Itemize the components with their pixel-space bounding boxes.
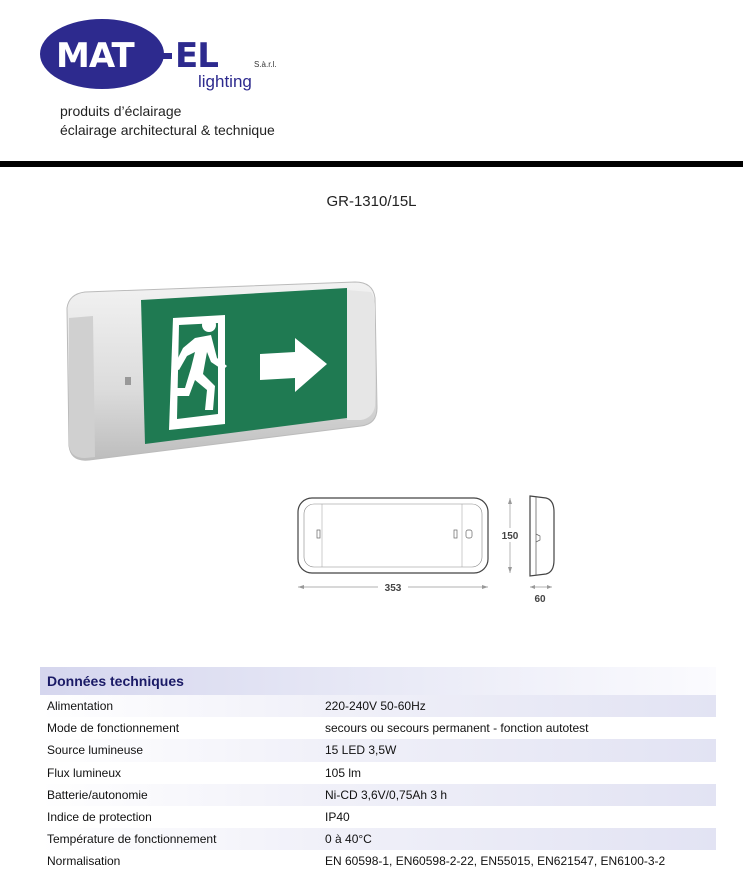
table-row [40,784,716,806]
technical-data-table [40,667,716,873]
spec-label: Température de fonctionnement [47,832,217,847]
table-row [40,850,716,872]
spec-label: Batterie/autonomie [47,787,148,802]
spec-value: Ni-CD 3,6V/0,75Ah 3 h [325,787,448,802]
tagline-products: produits d’éclairage [60,103,182,119]
table-row [40,806,716,828]
spec-value: 0 à 40°C [325,832,372,847]
spec-value: IP40 [325,809,350,824]
dim-height-label: 150 [501,531,519,542]
product-model: GR-1310/15L [326,193,417,210]
table-row [40,695,716,717]
spec-value: 15 LED 3,5W [325,743,397,758]
spec-label: Normalisation [47,854,121,869]
spec-value: 105 lm [325,765,362,780]
dimension-drawing [290,488,570,608]
spec-label: Mode de fonctionnement [47,721,180,736]
mat-el-logo [38,17,288,97]
technical-data-title: Données techniques [40,667,716,695]
spec-label: Source lumineuse [47,743,144,758]
spec-label: Indice de protection [47,809,152,824]
spec-label: Flux lumineux [47,765,122,780]
dim-width-label: 353 [384,583,402,594]
spec-value: EN 60598-1, EN60598-2-22, EN55015, EN621547, EN6100-3-2 [325,854,666,869]
table-row [40,828,716,850]
table-row [40,762,716,784]
tagline-architectural: éclairage architectural & technique [60,122,275,138]
dim-depth-label: 60 [534,594,546,605]
spec-label: Alimentation [47,699,114,713]
product-image [55,278,385,468]
logo-sarl: S.à.r.l. [254,60,277,69]
spec-value: secours ou secours permanent - fonction autotest [325,721,589,736]
spec-value: 220-240V 50-60Hz [325,699,426,713]
table-row [40,717,716,739]
header-divider [0,161,743,167]
logo-lighting: lighting [198,72,252,91]
logo-text-el: EL [175,36,218,76]
logo-text-mat: MAT [56,36,134,76]
table-row [40,739,716,761]
